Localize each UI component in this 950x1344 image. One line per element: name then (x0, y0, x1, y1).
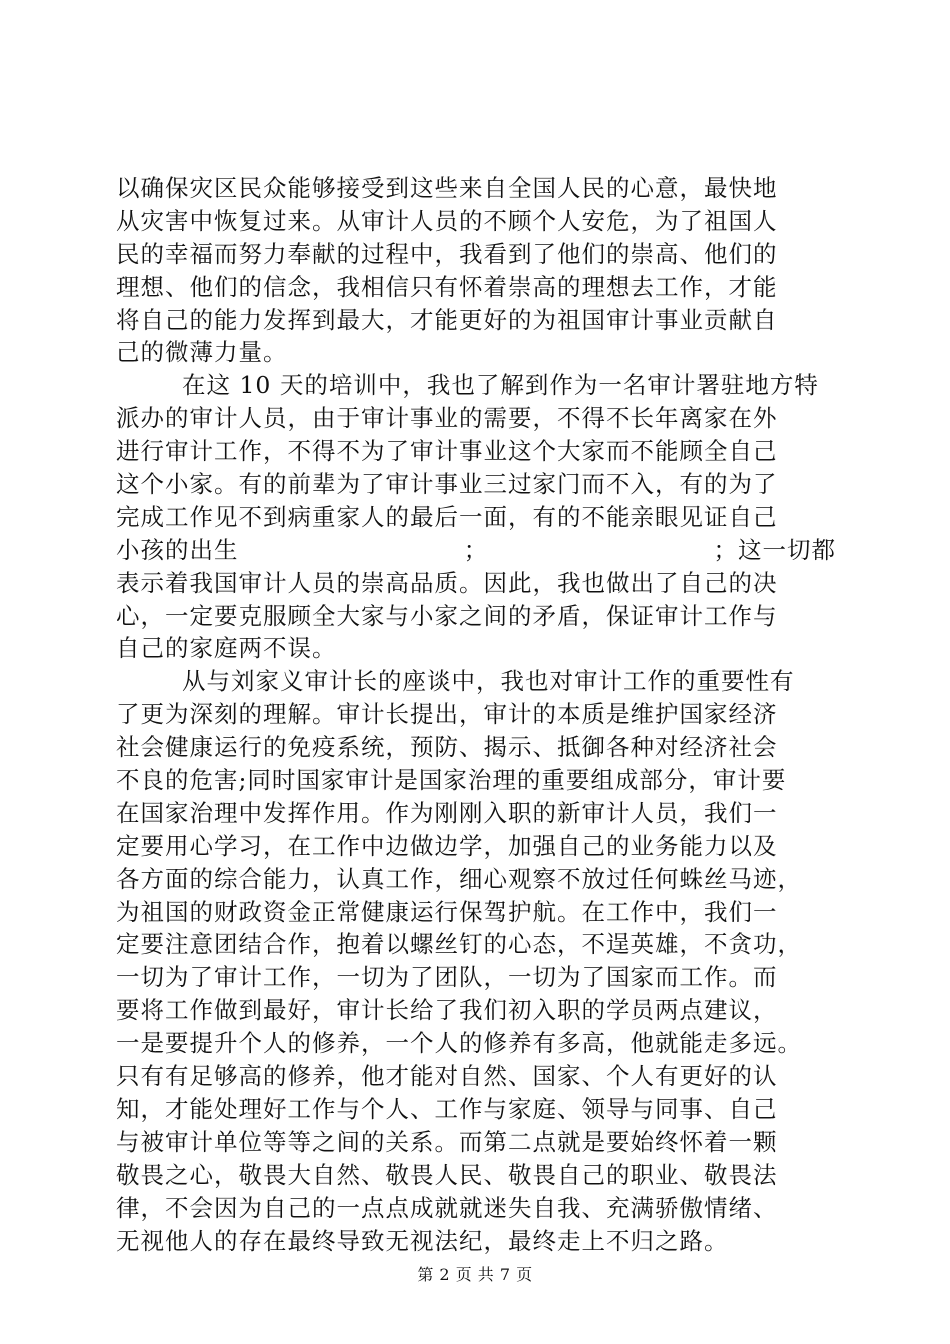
text-line: 与被审计单位等等之间的关系。而第二点就是要始终怀着一颗 (116, 1127, 778, 1156)
text-line: 一切为了审计工作，一切为了团队，一切为了国家而工作。而 (116, 963, 778, 992)
text-line: 敬畏之心，敬畏大自然、敬畏人民、敬畏自己的职业、敬畏法 (116, 1160, 778, 1189)
text-line: 自己的家庭两不误。 (116, 634, 337, 663)
text-line: 各方面的综合能力，认真工作，细心观察不放过任何蛛丝马迹， (116, 864, 802, 893)
text-line: 从灾害中恢复过来。从审计人员的不顾个人安危，为了祖国人 (116, 206, 778, 235)
text-line: 要将工作做到最好，审计长给了我们初入职的学员两点建议， (116, 996, 778, 1025)
text-line: 在这 10 天的培训中，我也了解到作为一名审计署驻地方特 (182, 371, 819, 400)
text-line: 民的幸福而努力奉献的过程中，我看到了他们的崇高、他们的 (116, 239, 778, 268)
page-number-footer: 第 2 页 共 7 页 (417, 1265, 533, 1284)
text-line: 只有有足够高的修养，他才能对自然、国家、个人有更好的认 (116, 1062, 778, 1091)
text-line: 从与刘家义审计长的座谈中，我也对审计工作的重要性有 (182, 667, 795, 696)
text-line: 派办的审计人员，由于审计事业的需要，不得不长年离家在外 (116, 404, 778, 433)
text-line: 定要注意团结合作，抱着以螺丝钉的心态，不逞英雄，不贪功， (116, 930, 802, 959)
text-line: 定要用心学习，在工作中边做边学，加强自己的业务能力以及 (116, 831, 778, 860)
text-line: 完成工作见不到病重家人的最后一面，有的不能亲眼见证自己 (116, 502, 778, 531)
text-line: 以确保灾区民众能够接受到这些来自全国人民的心意，最快地 (116, 174, 778, 202)
text-line: 了更为深刻的理解。审计长提出，审计的本质是维护国家经济 (116, 700, 778, 729)
text-line: 表示着我国审计人员的崇高品质。因此，我也做出了自己的决 (116, 568, 778, 597)
text-line: 知，才能处理好工作与个人、工作与家庭、领导与同事、自己 (116, 1094, 778, 1123)
text-line: 社会健康运行的免疫系统，预防、揭示、抵御各种对经济社会 (116, 733, 778, 762)
text-line: 一是要提升个人的修养，一个人的修养有多高，他就能走多远。 (116, 1029, 802, 1058)
text-line: 为祖国的财政资金正常健康运行保驾护航。在工作中，我们一 (116, 897, 778, 926)
text-line: 这个小家。有的前辈为了审计事业三过家门而不入，有的为了 (116, 470, 778, 499)
body-text (116, 172, 836, 1257)
text-line: 律，不会因为自己的一点点成就就迷失自我、充满骄傲情绪、 (116, 1193, 778, 1222)
text-fragment: 小孩的出生 (116, 535, 239, 564)
text-line: 将自己的能力发挥到最大，才能更好的为祖国审计事业贡献自 (116, 305, 778, 334)
text-line: 在国家治理中发挥作用。作为刚刚入职的新审计人员，我们一 (116, 798, 778, 827)
text-fragment: ；这一切都 (713, 535, 836, 564)
text-line: 理想、他们的信念，我相信只有怀着崇高的理想去工作，才能 (116, 272, 778, 301)
text-line (116, 534, 836, 567)
text-line: 心，一定要克服顾全大家与小家之间的矛盾，保证审计工作与 (116, 601, 778, 630)
text-line: 不良的危害;同时国家审计是国家治理的重要组成部分，审计要 (116, 766, 787, 795)
text-line: 无视他人的存在最终导致无视法纪，最终走上不归之路。 (116, 1226, 729, 1255)
text-fragment: ； (463, 535, 489, 564)
text-line: 进行审计工作，不得不为了审计事业这个大家而不能顾全自己 (116, 437, 778, 466)
text-line: 己的微薄力量。 (116, 338, 288, 367)
